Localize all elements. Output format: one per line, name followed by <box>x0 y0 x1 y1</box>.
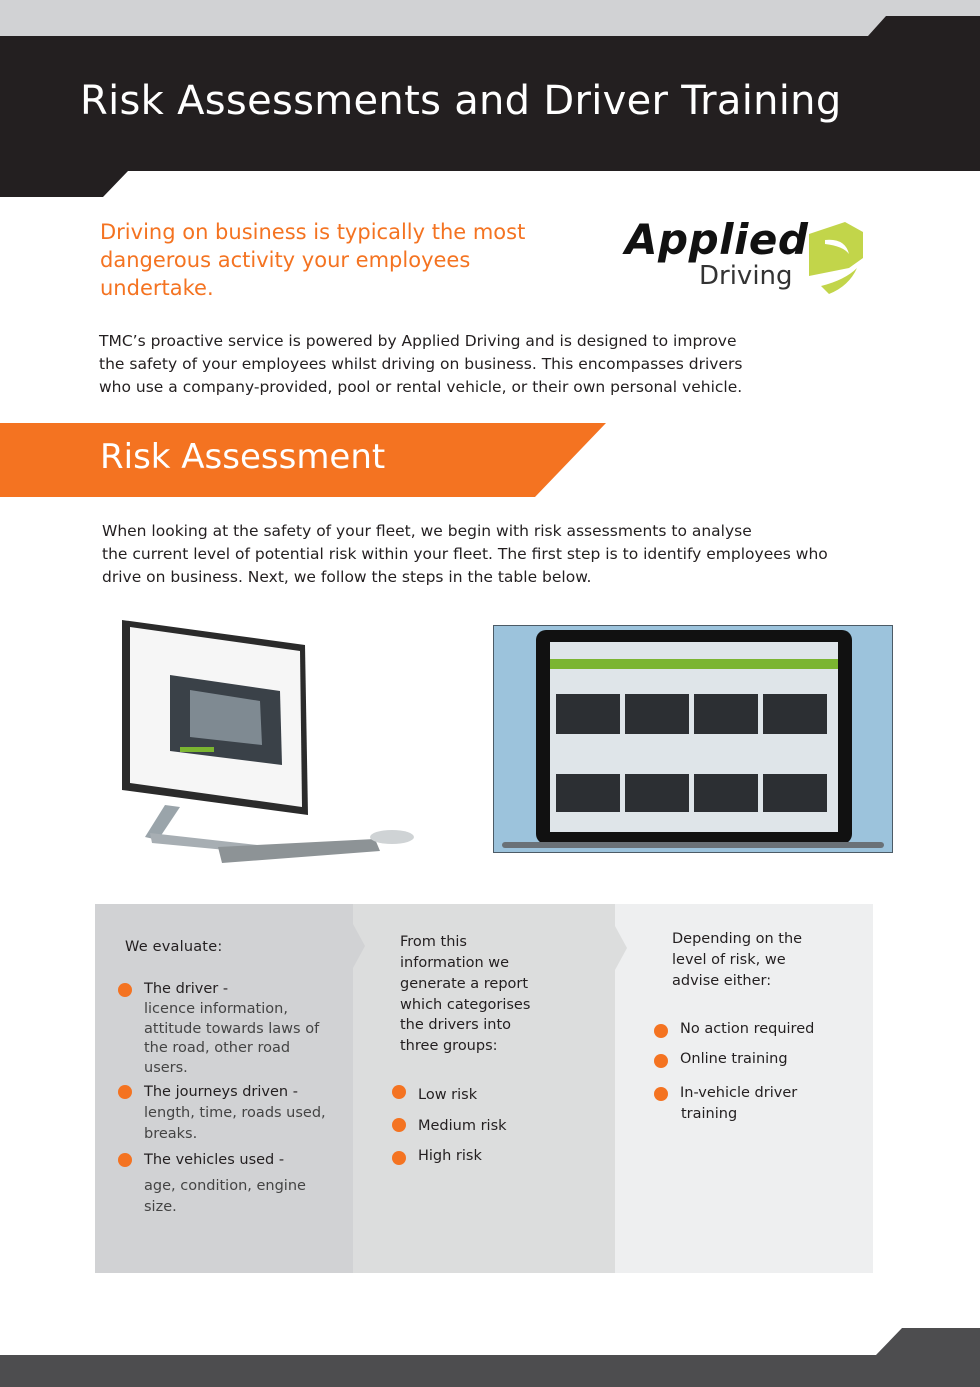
column-heading-line: advise either: <box>672 973 772 989</box>
column-heading-line: Depending on the <box>672 931 803 947</box>
risk-group-high: High risk <box>418 1148 482 1164</box>
paragraph-line: When looking at the safety of your fleet, we begin with risk assessments to analyse <box>102 522 752 540</box>
chevron-right-icon <box>615 926 627 970</box>
laptop-screenshot-image <box>493 625 893 853</box>
footer-band <box>0 1320 980 1387</box>
page-title: Risk Assessments and Driver Training <box>80 78 842 124</box>
lead-statement <box>100 218 525 302</box>
risk-group-low: Low risk <box>418 1087 478 1103</box>
item-title: The journeys driven - <box>144 1084 298 1100</box>
item-desc: the road, other road <box>144 1040 291 1056</box>
advice-no-action: No action required <box>680 1021 815 1037</box>
advice-online-training: Online training <box>680 1051 788 1067</box>
item-desc: licence information, <box>144 1001 288 1017</box>
advice-in-vehicle-training: In-vehicle driver <box>680 1085 798 1101</box>
bullet-icon <box>118 983 132 997</box>
item-desc: users. <box>144 1060 188 1076</box>
desktop-monitor-image <box>110 615 430 870</box>
bullet-icon <box>654 1087 668 1101</box>
column-heading-line: From this <box>400 934 467 950</box>
risk-group-medium: Medium risk <box>418 1118 507 1134</box>
column-heading-line: three groups: <box>400 1038 498 1054</box>
bullet-icon <box>654 1024 668 1038</box>
intro-line: who use a company-provided, pool or rental vehicle, or their own personal vehicle. <box>99 378 743 396</box>
paragraph-line: the current level of potential risk within your fleet. The first step is to identify employees who <box>102 545 828 563</box>
bullet-icon <box>118 1153 132 1167</box>
lead-line: undertake. <box>100 276 214 300</box>
logo-word-applied: Applied <box>625 215 809 264</box>
intro-line: TMC’s proactive service is powered by Applied Driving and is designed to improve <box>99 332 737 350</box>
column-heading: We evaluate: <box>125 939 223 955</box>
item-title: The vehicles used - <box>144 1152 285 1168</box>
column-heading-line: generate a report <box>400 976 529 992</box>
intro-line: the safety of your employees whilst driving on business. This encompasses drivers <box>99 355 743 373</box>
logo-word-driving: Driving <box>699 261 793 291</box>
item-desc: age, condition, engine <box>144 1178 306 1194</box>
lead-line: Driving on business is typically the most <box>100 220 526 244</box>
column-heading-line: which categorises <box>400 997 531 1013</box>
laptop-illustration <box>494 626 892 852</box>
lead-line: dangerous activity your employees <box>100 248 471 272</box>
section-title: Risk Assessment <box>100 437 386 477</box>
paragraph-line: drive on business. Next, we follow the steps in the table below. <box>102 568 592 586</box>
item-desc: length, time, roads used, <box>144 1105 326 1121</box>
advice-in-vehicle-training-cont: training <box>681 1106 738 1122</box>
shield-logo-icon <box>805 220 867 295</box>
item-desc: size. <box>144 1199 177 1215</box>
item-title: The driver - <box>144 981 229 997</box>
item-desc: attitude towards laws of <box>144 1021 320 1037</box>
bullet-icon <box>118 1085 132 1099</box>
item-desc: breaks. <box>144 1126 198 1142</box>
column-heading-line: information we <box>400 955 510 971</box>
risk-assessment-paragraph <box>102 520 828 589</box>
applied-driving-logo <box>625 215 870 300</box>
bullet-icon <box>392 1118 406 1132</box>
bullet-icon <box>392 1151 406 1165</box>
chevron-right-icon <box>353 924 365 968</box>
report-column <box>353 904 615 1273</box>
column-heading-line: the drivers into <box>400 1017 512 1033</box>
advice-column <box>615 904 873 1273</box>
column-heading-line: level of risk, we <box>672 952 786 968</box>
evaluate-column <box>95 904 353 1273</box>
risk-process-table <box>95 904 873 1273</box>
intro-paragraph <box>99 330 742 399</box>
bullet-icon <box>392 1085 406 1099</box>
bullet-icon <box>654 1054 668 1068</box>
